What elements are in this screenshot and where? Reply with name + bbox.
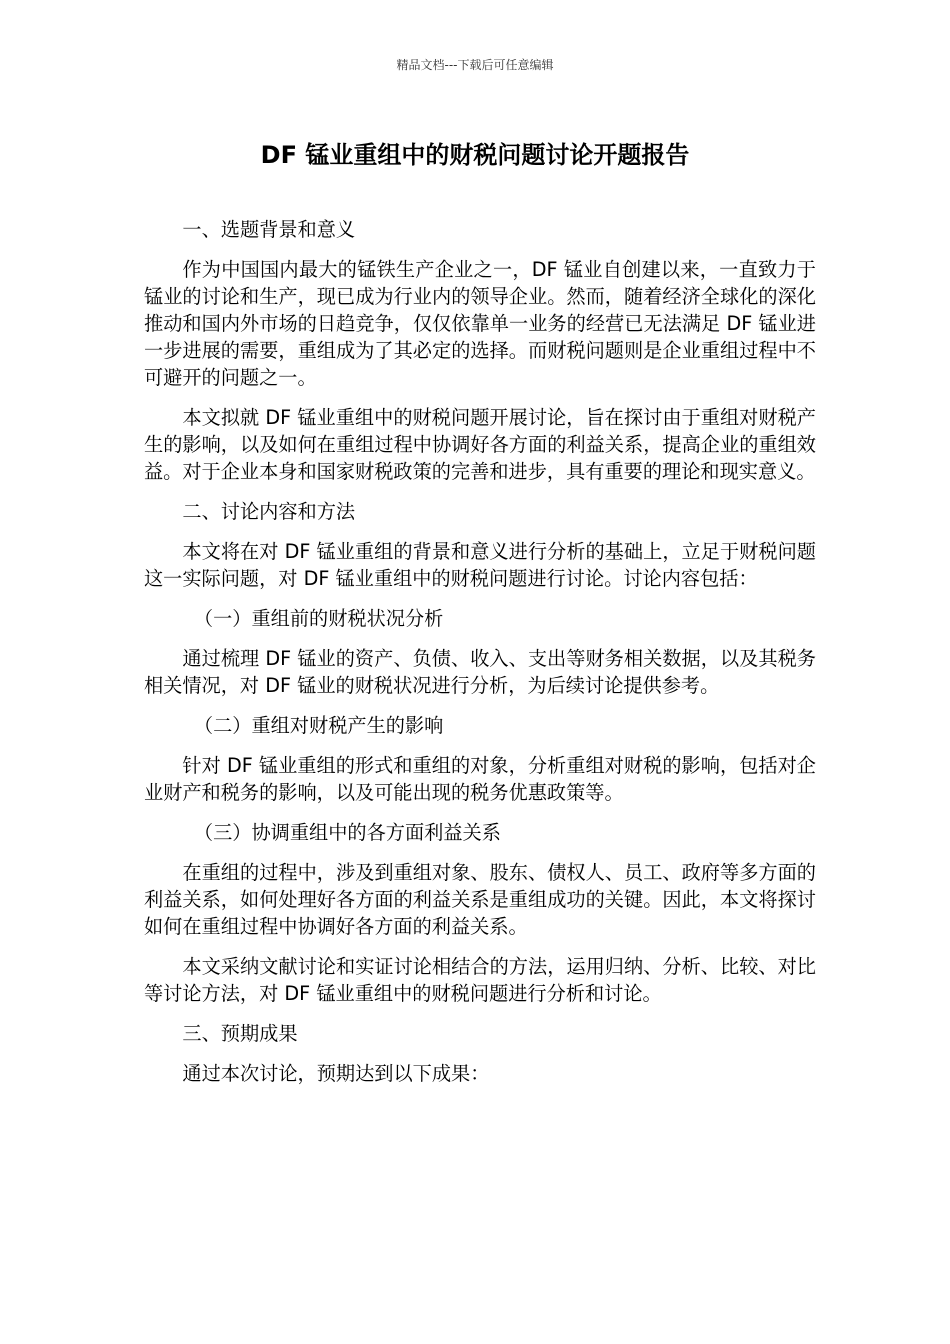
section-heading-content-method: 二、讨论内容和方法 [182,500,356,523]
document-body [144,216,816,1100]
section-heading-background: 一、选题背景和意义 [182,218,356,241]
document-title: DF 锰业重组中的财税问题讨论开题报告 [260,141,690,169]
subheading-interest-coordination: （三）协调重组中的各方面利益关系 [193,821,501,844]
paragraph-restructuring-impact: 针对 DF 锰业重组的形式和重组的对象，分析重组对财税的影响，包括对企业财产和税务的影响，以及可能出现的税务优惠政策等。 [144,754,816,804]
paragraph-content-intro: 本文将在对 DF 锰业重组的背景和意义进行分析的基础上，立足于财税问题这一实际问题，对 DF 锰业重组中的财税问题进行讨论。讨论内容包括： [144,540,816,590]
paragraph-background-2: 本文拟就 DF 锰业重组中的财税问题开展讨论，旨在探讨由于重组对财税产生的影响，以及如何在重组过程中协调好各方面的利益关系，提高企业的重组效益。对于企业本身和国家财税政策的完善和进步，具有重要的理论和现实意义。 [144,406,816,483]
section-heading-expected-results: 三、预期成果 [182,1022,298,1045]
paragraph-interest-coordination: 在重组的过程中，涉及到重组对象、股东、债权人、员工、政府等多方面的利益关系，如何处理好各方面的利益关系是重组成功的关键。因此，本文将探讨如何在重组过程中协调好各方面的利益关系。 [144,861,816,938]
header-note: 精品文档---下载后可任意编辑 [396,58,554,72]
subheading-pre-restructuring: （一）重组前的财税状况分析 [193,607,444,630]
paragraph-method: 本文采纳文献讨论和实证讨论相结合的方法，运用归纳、分析、比较、对比等讨论方法，对 DF 锰业重组中的财税问题进行分析和讨论。 [144,955,816,1005]
paragraph-background-1: 作为中国国内最大的锰铁生产企业之一，DF 锰业自创建以来，一直致力于锰业的讨论和生产，现已成为行业内的领导企业。然而，随着经济全球化的深化推动和国内外市场的日趋竞争，仅仅依靠单一业务的经营已无法满足 DF 锰业进一步进展的需要，重组成为了其必定的选择。而财税问题则是企业重组过程中不可避开的问题之一。 [144,258,816,389]
paragraph-pre-restructuring: 通过梳理 DF 锰业的资产、负债、收入、支出等财务相关数据，以及其税务相关情况，对 DF 锰业的财税状况进行分析，为后续讨论提供参考。 [144,647,816,697]
subheading-restructuring-impact: （二）重组对财税产生的影响 [193,714,444,737]
paragraph-expected-results: 通过本次讨论，预期达到以下成果： [182,1062,490,1085]
